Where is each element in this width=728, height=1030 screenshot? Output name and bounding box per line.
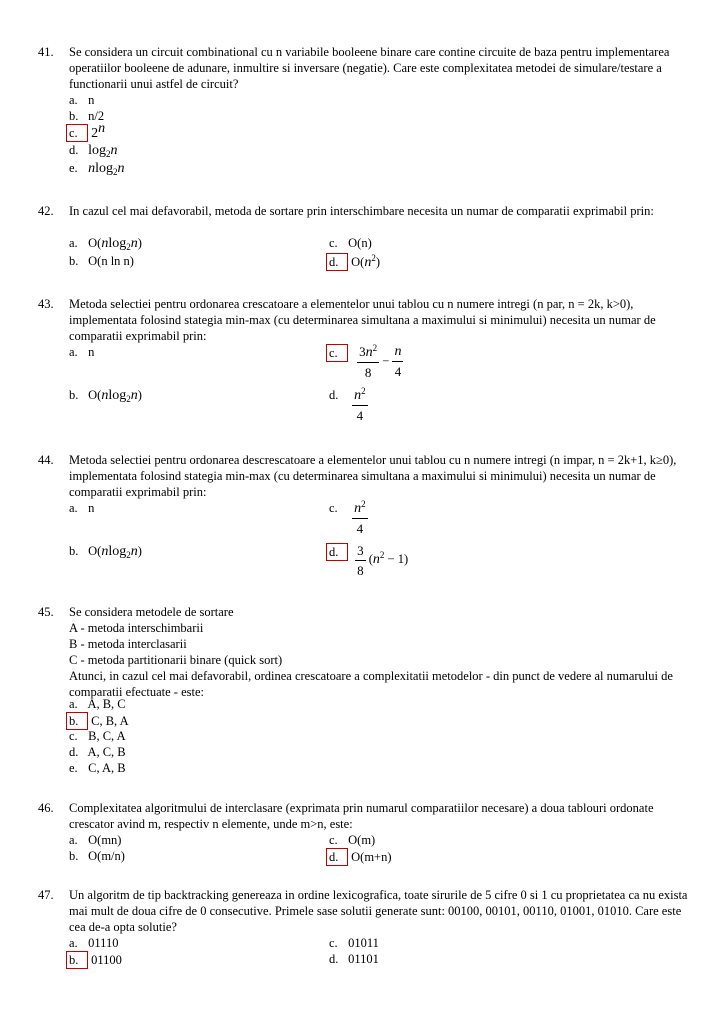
option-47-d[interactable]: d. 01101 [329,952,379,966]
option-41-a[interactable]: a. n [69,93,95,107]
option-46-a[interactable]: a. O(mn) [69,833,122,847]
option-46-d[interactable]: d. O(m+n) [329,848,392,866]
question-45 [38,604,688,700]
option-41-d[interactable]: d. $\log_2n$ [69,143,118,159]
option-43-b[interactable]: b. O(nlog$_2$n) [69,388,142,404]
option-42-c[interactable]: c. O(n) [329,236,372,250]
option-42-d[interactable]: d. $O(n^2)$ [329,253,380,271]
answer-marker: d. [326,253,348,271]
question-47 [38,887,688,935]
fraction: $\frac{n^2}{4}$ [354,386,366,423]
question-text: Metoda selectiei pentru ordonarea descrescatoare a elementelor unui tablou cu n numere intregi (n impar, n = 2k+1, k≥0), implementata folosind stategia min-max (cu determinarea simultana a maximului si minimului) necesita un numar de comparatii exprimabil prin: [69,453,677,499]
option-46-c[interactable]: c. O(m) [329,833,376,847]
option-43-c[interactable]: c. $\frac{3n^2}{8}$ − $\frac{n}{4}$ [329,344,403,380]
option-41-c[interactable]: c. 2$^n$ [69,124,105,142]
question-number: 41. [38,45,54,59]
question-line: B - metoda interclasarii [69,637,187,651]
option-45-c[interactable]: c. B, C, A [69,729,126,743]
answer-marker: d. [326,543,348,561]
fraction: $\frac{n^2}{4}$ [354,499,366,536]
question-text: Metoda selectiei pentru ordonarea crescatoare a elementelor unui tablou cu n numere intregi (n par, n = 2k, k>0), implementata folosind stategia min-max (cu determinarea simultana a maximului si minimului) necesita un numar de comparatii exprimabil prin: [69,297,656,343]
option-44-a[interactable]: a. n [69,501,95,515]
question-text: Complexitatea algoritmului de interclasare (exprimata prin numarul comparatiilor necesare) a doua tablouri ordonate crescator avind m, respectiv n elemente, unde m>n, este: [69,801,654,831]
option-46-b[interactable]: b. O(m/n) [69,849,125,863]
question-text: Se considera metodele de sortare [69,605,234,619]
option-45-b[interactable]: b. C, B, A [69,712,129,730]
question-46 [38,800,688,832]
answer-marker: b. [66,712,88,730]
question-text: Se considera un circuit combinational cu n variabile booleene binare care contine circuite de baza pentru implementarea operatiilor booleene de adunare, inmultire si inversare (negatie). Care este complexitatea metodei de simulare/testare a functionarii unui astfel de circuit? [69,45,670,91]
question-44 [38,452,688,500]
question-number: 45. [38,605,54,619]
option-45-a[interactable]: a. A, B, C [69,697,126,711]
fraction: $\frac{3n^2}{8}$ [359,343,378,380]
option-47-c[interactable]: c. 01011 [329,936,379,950]
option-41-e[interactable]: e. nlog$_2$n [69,161,125,177]
option-44-d[interactable]: d. $\frac{3}{8}$ $(n^2 - 1)$ [329,543,408,578]
question-line: C - metoda partitionarii binare (quick sort) [69,653,283,667]
option-42-a[interactable]: a. O(nlog$_2$n) [69,236,142,252]
question-number: 43. [38,297,54,311]
fraction: $\frac{n}{4}$ [394,344,402,379]
question-number: 46. [38,801,54,815]
option-41-b[interactable]: b. n/2 [69,109,105,123]
question-43 [38,296,688,344]
option-45-d[interactable]: d. A, C, B [69,745,126,759]
fraction: $\frac{3}{8}$ [357,543,364,578]
question-number: 42. [38,204,54,218]
option-47-b[interactable]: b. 01100 [69,951,122,969]
option-44-c[interactable]: c. $\frac{n^2}{4}$ [329,499,366,536]
question-42 [38,203,688,219]
answer-marker: d. [326,848,348,866]
question-41 [38,44,688,92]
option-42-b[interactable]: b. O(n ln n) [69,254,134,268]
question-text: In cazul cel mai defavorabil, metoda de sortare prin interschimbare necesita un numar de comparatii exprimabil prin: [69,204,654,218]
option-45-e[interactable]: e. C, A, B [69,761,126,775]
answer-marker: c. [66,124,88,142]
option-44-b[interactable]: b. O(nlog$_2$n) [69,544,142,560]
answer-marker: c. [326,344,348,362]
question-line: A - metoda interschimbarii [69,621,204,635]
question-number: 47. [38,888,54,902]
option-43-a[interactable]: a. n [69,345,95,359]
option-43-d[interactable]: d. $\frac{n^2}{4}$ [329,386,366,423]
question-line: Atunci, in cazul cel mai defavorabil, ordinea crescatoare a complexitatii metodelor - din punct de vedere al numarului de comparatii efectuate - este: [69,669,673,699]
option-47-a[interactable]: a. 01110 [69,936,119,950]
question-text: Un algoritm de tip backtracking genereaza in ordine lexicografica, toate sirurile de 5 cifre 0 si 1 cu proprietatea ca nu exista mai mult de doua cifre de 0 consecutive. Primele sase solutii generate sunt: 00100, 00101, 00110, 01001, 01010. Care este cea de-a opta solutie? [69,888,688,934]
question-number: 44. [38,453,54,467]
answer-marker: b. [66,951,88,969]
